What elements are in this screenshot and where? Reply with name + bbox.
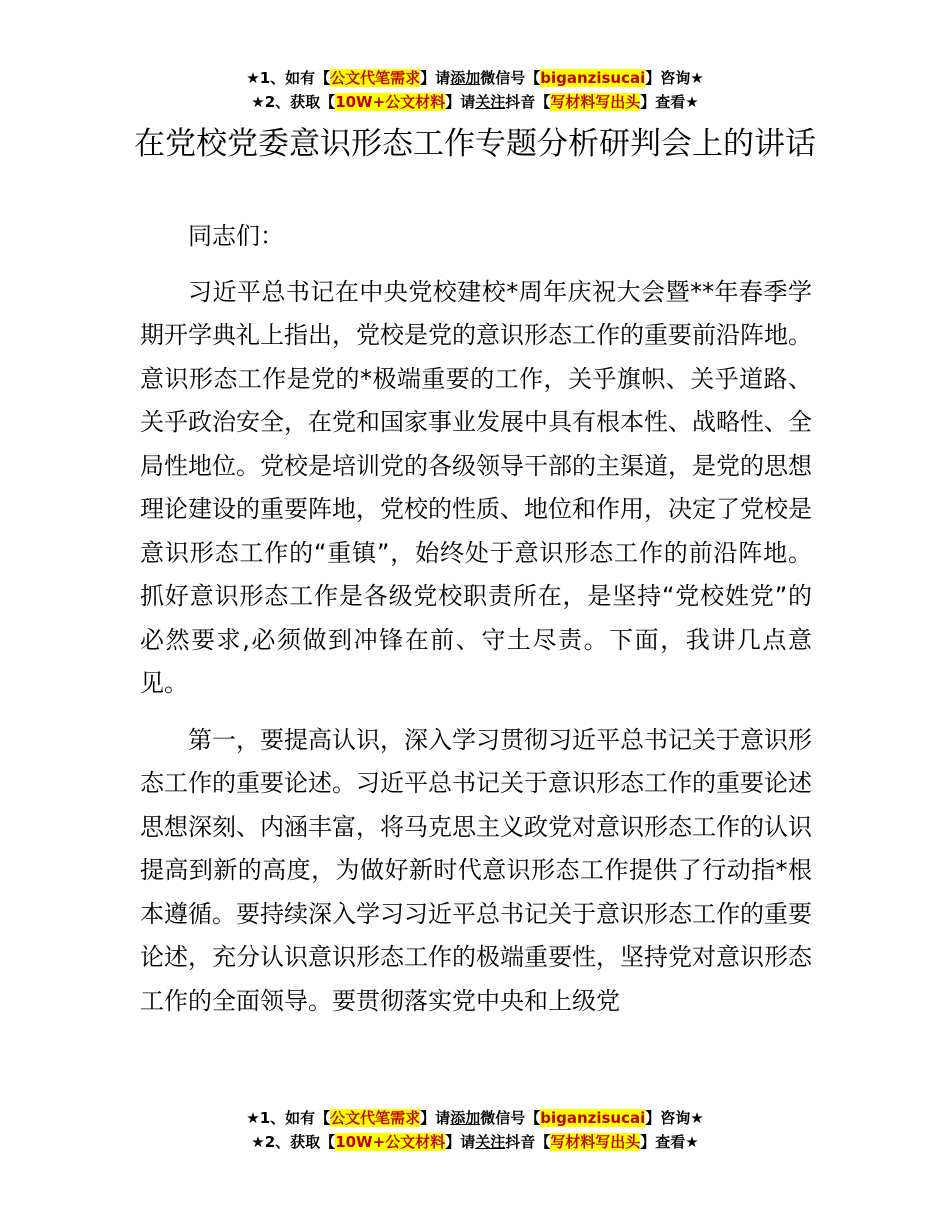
banner-text: 抖音【 (505, 93, 551, 111)
banner-text: 】请 (445, 93, 476, 111)
banner-text: 抖音【 (505, 1133, 551, 1151)
footer-banner (0, 1106, 950, 1154)
banner-text: 】请 (420, 1109, 451, 1127)
banner-highlight: 公文代笔需求 (330, 1109, 421, 1127)
banner-highlight: 写材料写出头 (550, 93, 641, 111)
banner-text: ★1、如有【 (246, 1109, 331, 1127)
banner-highlight: biganzisucai (540, 69, 646, 87)
banner-line-1 (0, 1106, 950, 1130)
banner-text: 微信号【 (480, 69, 541, 87)
banner-underline: 添加 (450, 69, 481, 87)
paragraph-2: 第一，要提高认识，深入学习贯彻习近平总书记关于意识形态工作的重要论述。习近平总书记关于意识形态工作的重要论述思想深刻、内涵丰富，将马克思主义政党对意识形态工作的认识提高到新的高度，为做好新时代意识形态工作提供了行动指*根本遵循。要持续深入学习习近平总书记关于意识形态工作的重要论述，充分认识意识形态工作的极端重要性，坚持党对意识形态工作的全面领导。要贯彻落实党中央和上级党 (140, 725, 812, 1015)
banner-highlight: biganzisucai (540, 1109, 646, 1127)
banner-line-2 (0, 90, 950, 114)
header-banner (0, 66, 950, 114)
banner-text: ★1、如有【 (246, 69, 331, 87)
banner-text: 】咨询★ (645, 1109, 704, 1127)
banner-highlight: 10W+公文材料 (335, 1133, 446, 1151)
banner-highlight: 10W+公文材料 (335, 93, 446, 111)
banner-text: 】咨询★ (645, 69, 704, 87)
banner-line-2 (0, 1130, 950, 1154)
document-title: 在党校党委意识形态工作专题分析研判会上的讲话 (134, 126, 816, 162)
banner-underline: 添加 (450, 1109, 481, 1127)
document-body (140, 215, 812, 1036)
banner-underline: 关注 (475, 93, 506, 111)
banner-line-1 (0, 66, 950, 90)
banner-underline: 关注 (475, 1133, 506, 1151)
banner-text: 微信号【 (480, 1109, 541, 1127)
banner-highlight: 写材料写出头 (550, 1133, 641, 1151)
banner-text: ★2、获取【 (251, 93, 336, 111)
banner-highlight: 公文代笔需求 (330, 69, 421, 87)
banner-text: 】请 (420, 69, 451, 87)
paragraph-1: 习近平总书记在中央党校建校*周年庆祝大会暨**年春季学期开学典礼上指出，党校是党的意识形态工作的重要前沿阵地。意识形态工作是党的*极端重要的工作，关乎旗帜、关乎道路、关乎政治安全，在党和国家事业发展中具有根本性、战略性、全局性地位。党校是培训党的各级领导干部的主渠道，是党的思想理论建设的重要阵地，党校的性质、地位和作用，决定了党校是意识形态工作的“重镇”，始终处于意识形态工作的前沿阵地。抓好意识形态工作是各级党校职责所在，是坚持“党校姓党”的必然要求,必须做到冲锋在前、守土尽责。下面，我讲几点意见。 (140, 277, 812, 697)
banner-text: 】查看★ (640, 1133, 699, 1151)
banner-text: 】请 (445, 1133, 476, 1151)
banner-text: 】查看★ (640, 93, 699, 111)
greeting: 同志们： (188, 222, 284, 250)
banner-text: ★2、获取【 (251, 1133, 336, 1151)
